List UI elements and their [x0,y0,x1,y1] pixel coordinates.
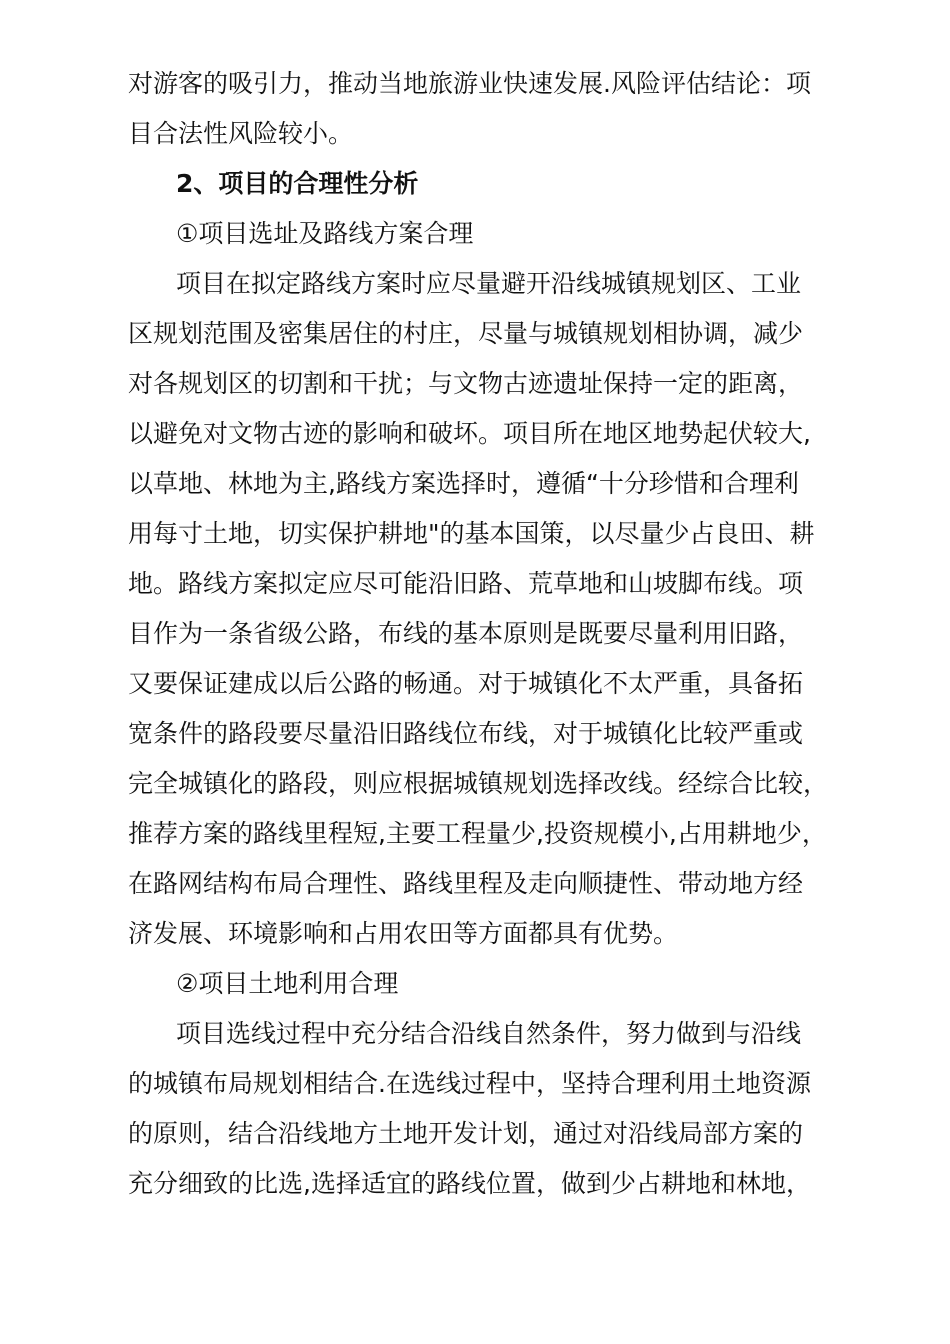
paragraph-line: 的城镇布局规划相结合.在选线过程中，坚持合理利用土地资源 [128,1069,811,1098]
paragraph-line: 推荐方案的路线里程短,主要工程量少,投资规模小,占用耕地少， [128,819,827,848]
paragraph-line: 以草地、林地为主,路线方案选择时，遵循“十分珍惜和合理利 [128,469,799,498]
subsection-title: ②项目土地利用合理 [176,969,399,998]
paragraph-line: 又要保证建成以后公路的畅通。对于城镇化不太严重，具备拓 [128,669,804,698]
paragraph-line: 用每寸土地，切实保护耕地"的基本国策，以尽量少占良田、耕 [128,519,815,548]
paragraph-line: 在路网结构布局合理性、路线里程及走向顺捷性、带动地方经 [128,869,804,898]
paragraph-line: 目合法性风险较小。 [128,119,354,148]
paragraph-line: 对游客的吸引力，推动当地旅游业快速发展.风险评估结论：项 [128,69,811,98]
paragraph-line: 目作为一条省级公路，布线的基本原则是既要尽量利用旧路， [128,619,804,648]
paragraph-line: 项目在拟定路线方案时应尽量避开沿线城镇规划区、工业 [176,269,802,298]
paragraph-line: 项目选线过程中充分结合沿线自然条件，努力做到与沿线 [176,1019,802,1048]
subsection-title: ①项目选址及路线方案合理 [176,219,474,248]
paragraph-line: 对各规划区的切割和干扰；与文物古迹遗址保持一定的距离， [128,369,804,398]
section-heading: 2、项目的合理性分析 [176,169,419,198]
paragraph-line: 以避免对文物古迹的影响和破坏。项目所在地区地势起伏较大, [128,419,811,448]
paragraph-line: 的原则，结合沿线地方土地开发计划，通过对沿线局部方案的 [128,1119,804,1148]
paragraph-line: 充分细致的比选,选择适宜的路线位置，做到少占耕地和林地， [128,1169,811,1198]
paragraph-line: 完全城镇化的路段，则应根据城镇规划选择改线。经综合比较， [128,769,829,798]
paragraph-line: 宽条件的路段要尽量沿旧路线位布线，对于城镇化比较严重或 [128,719,804,748]
paragraph-line: 济发展、环境影响和占用农田等方面都具有优势。 [128,919,679,948]
paragraph-line: 区规划范围及密集居住的村庄，尽量与城镇规划相协调，减少 [128,319,804,348]
paragraph-line: 地。路线方案拟定应尽可能沿旧路、荒草地和山坡脚布线。项 [128,569,804,598]
